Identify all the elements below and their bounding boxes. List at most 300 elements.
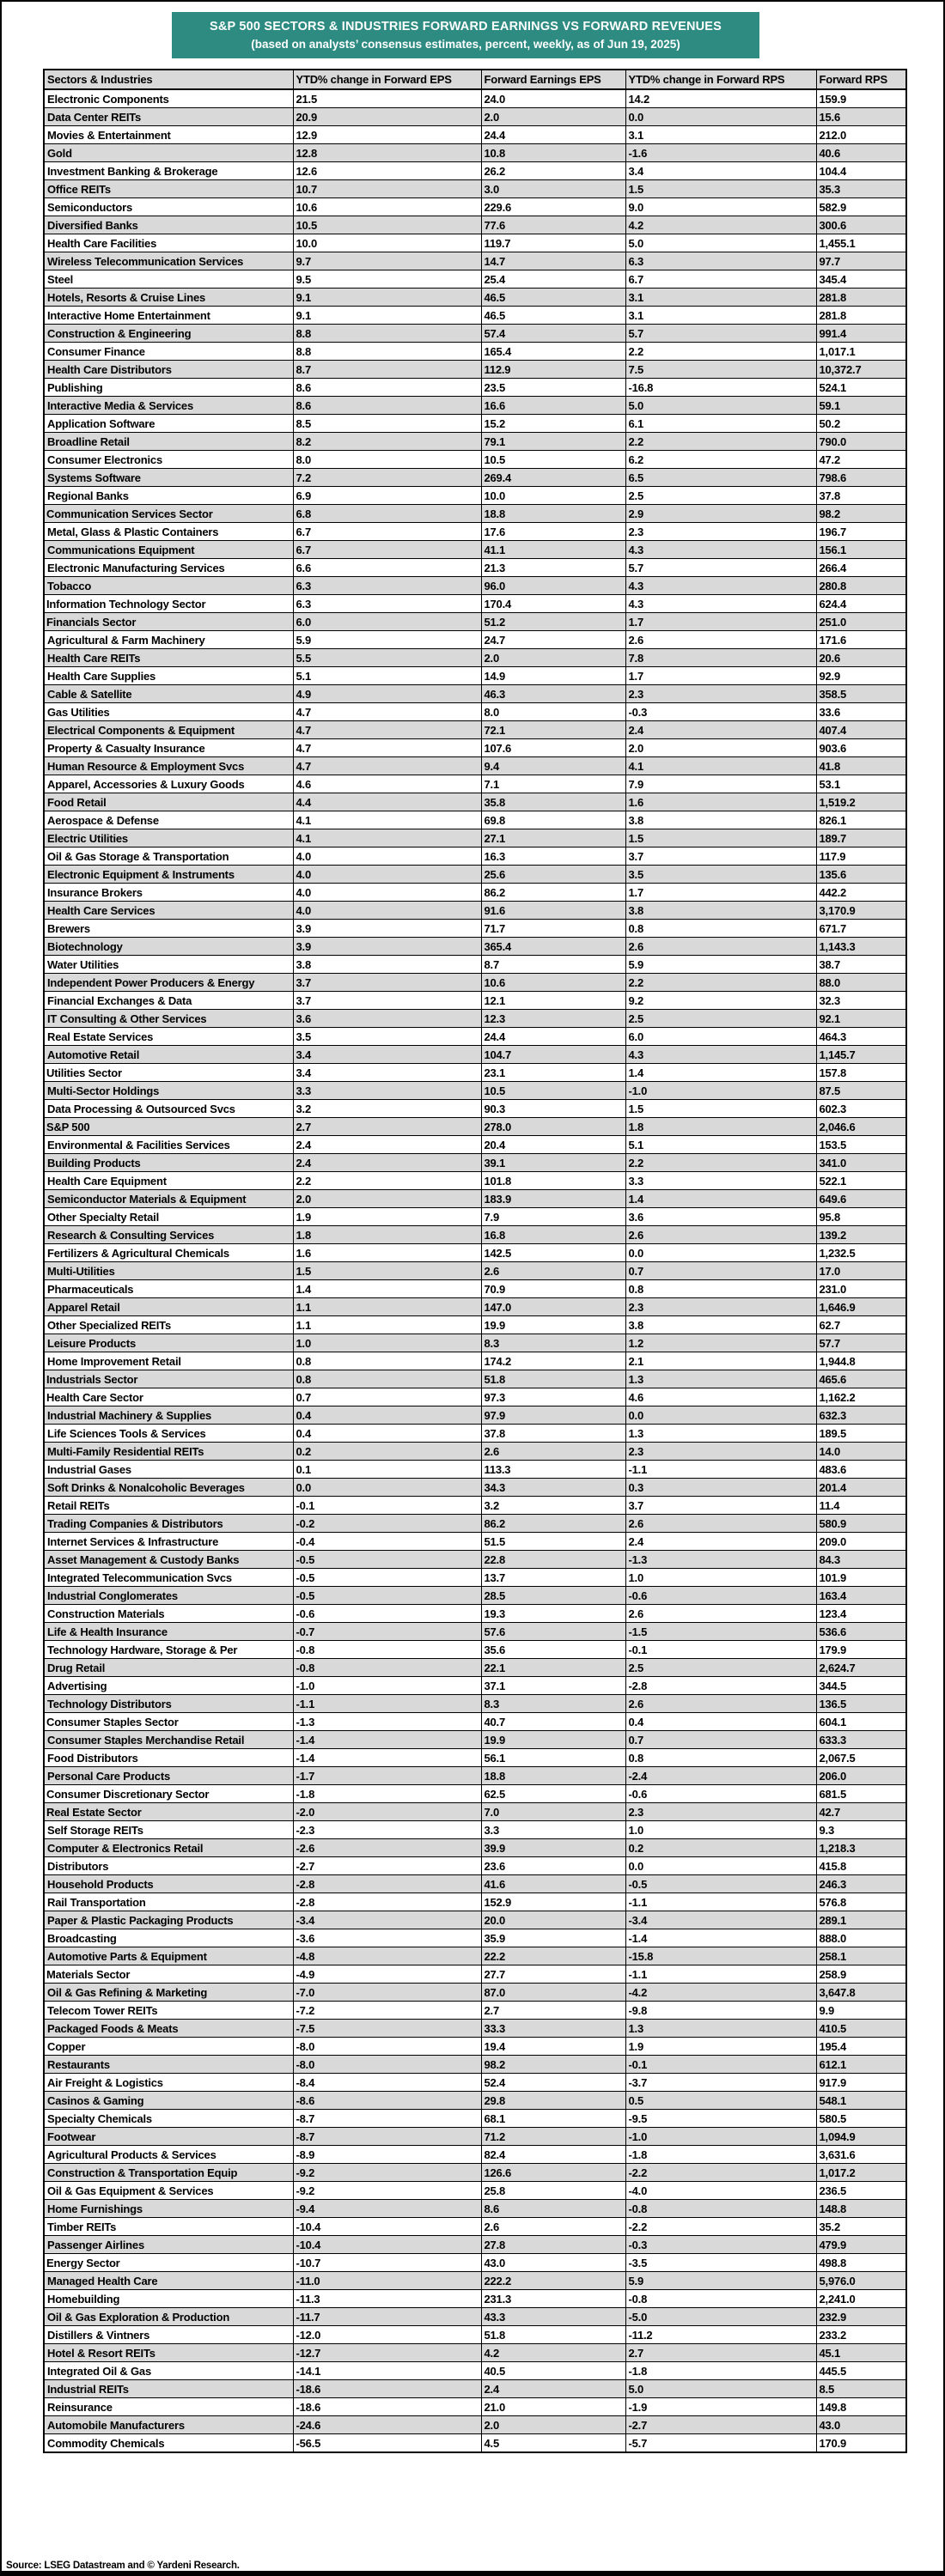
table-row bbox=[44, 2128, 906, 2146]
table-row bbox=[44, 1695, 906, 1713]
rps-ytd-cell: 5.0 bbox=[625, 234, 816, 252]
forward-eps-cell: 16.6 bbox=[481, 397, 625, 415]
eps-ytd-cell: 3.5 bbox=[293, 1028, 481, 1046]
rps-ytd-cell: -1.0 bbox=[625, 1082, 816, 1100]
rps-ytd-cell: 0.5 bbox=[625, 2092, 816, 2110]
forward-rps-cell: 179.9 bbox=[816, 1641, 906, 1659]
rps-ytd-cell: 2.5 bbox=[625, 1010, 816, 1028]
header-sectors-industries: Sectors & Industries bbox=[44, 70, 293, 89]
eps-ytd-cell: -12.7 bbox=[293, 2344, 481, 2362]
eps-ytd-cell: 4.0 bbox=[293, 902, 481, 920]
rps-ytd-cell: 4.3 bbox=[625, 541, 816, 559]
industry-name-cell: Apparel, Accessories & Luxury Goods bbox=[44, 775, 293, 793]
table-row bbox=[44, 1046, 906, 1064]
eps-ytd-cell: -8.6 bbox=[293, 2092, 481, 2110]
eps-ytd-cell: 5.1 bbox=[293, 667, 481, 685]
forward-rps-cell: 1,455.1 bbox=[816, 234, 906, 252]
table-row bbox=[44, 1028, 906, 1046]
forward-rps-cell: 189.7 bbox=[816, 829, 906, 848]
eps-ytd-cell: 1.4 bbox=[293, 1280, 481, 1298]
industry-name-cell: Data Processing & Outsourced Svcs bbox=[44, 1100, 293, 1118]
rps-ytd-cell: 7.5 bbox=[625, 361, 816, 379]
industry-name-cell: Life Sciences Tools & Services bbox=[44, 1425, 293, 1443]
industry-name-cell: Data Center REITs bbox=[44, 108, 293, 126]
eps-ytd-cell: 6.6 bbox=[293, 559, 481, 577]
forward-rps-cell: 281.8 bbox=[816, 307, 906, 325]
eps-ytd-cell: -10.4 bbox=[293, 2236, 481, 2254]
eps-ytd-cell: 9.5 bbox=[293, 270, 481, 289]
industry-name-cell: Water Utilities bbox=[44, 956, 293, 974]
industry-name-cell: Brewers bbox=[44, 920, 293, 938]
forward-eps-cell: 24.4 bbox=[481, 126, 625, 144]
table-row bbox=[44, 1172, 906, 1190]
forward-eps-cell: 27.1 bbox=[481, 829, 625, 848]
eps-ytd-cell: 0.4 bbox=[293, 1406, 481, 1425]
forward-rps-cell: 84.3 bbox=[816, 1551, 906, 1569]
table-row bbox=[44, 2092, 906, 2110]
forward-eps-cell: 24.4 bbox=[481, 1028, 625, 1046]
industry-name-cell: Industrial Conglomerates bbox=[44, 1587, 293, 1605]
forward-eps-cell: 365.4 bbox=[481, 938, 625, 956]
industry-name-cell: Application Software bbox=[44, 415, 293, 433]
forward-eps-cell: 17.6 bbox=[481, 523, 625, 541]
table-row bbox=[44, 1298, 906, 1316]
rps-ytd-cell: 0.7 bbox=[625, 1731, 816, 1749]
forward-rps-cell: 407.4 bbox=[816, 721, 906, 739]
table-row bbox=[44, 649, 906, 667]
forward-eps-cell: 34.3 bbox=[481, 1479, 625, 1497]
forward-eps-cell: 278.0 bbox=[481, 1118, 625, 1136]
rps-ytd-cell: -1.1 bbox=[625, 1893, 816, 1911]
table-row bbox=[44, 325, 906, 343]
rps-ytd-cell: -16.8 bbox=[625, 379, 816, 397]
industry-name-cell: Electronic Components bbox=[44, 89, 293, 108]
rps-ytd-cell: 1.4 bbox=[625, 1190, 816, 1208]
eps-ytd-cell: -8.4 bbox=[293, 2074, 481, 2092]
eps-ytd-cell: 7.2 bbox=[293, 469, 481, 487]
eps-ytd-cell: 3.6 bbox=[293, 1010, 481, 1028]
table-row bbox=[44, 1425, 906, 1443]
eps-ytd-cell: 21.5 bbox=[293, 89, 481, 108]
table-row bbox=[44, 1533, 906, 1551]
forward-rps-cell: 42.7 bbox=[816, 1803, 906, 1821]
forward-eps-cell: 98.2 bbox=[481, 2056, 625, 2074]
eps-ytd-cell: -0.5 bbox=[293, 1569, 481, 1587]
forward-eps-cell: 22.2 bbox=[481, 1947, 625, 1965]
forward-rps-cell: 1,218.3 bbox=[816, 1839, 906, 1857]
forward-rps-cell: 991.4 bbox=[816, 325, 906, 343]
industry-name-cell: Technology Hardware, Storage & Per bbox=[44, 1641, 293, 1659]
forward-rps-cell: 92.1 bbox=[816, 1010, 906, 1028]
eps-ytd-cell: 1.1 bbox=[293, 1316, 481, 1334]
forward-eps-cell: 3.3 bbox=[481, 1821, 625, 1839]
forward-eps-cell: 91.6 bbox=[481, 902, 625, 920]
forward-rps-cell: 289.1 bbox=[816, 1911, 906, 1929]
forward-eps-cell: 43.3 bbox=[481, 2308, 625, 2326]
eps-ytd-cell: 0.8 bbox=[293, 1352, 481, 1370]
sector-name-cell: Financials Sector bbox=[44, 613, 293, 631]
table-row bbox=[44, 2200, 906, 2218]
table-row bbox=[44, 1659, 906, 1677]
forward-rps-cell: 300.6 bbox=[816, 216, 906, 234]
industry-name-cell: Regional Banks bbox=[44, 487, 293, 505]
rps-ytd-cell: 2.2 bbox=[625, 1154, 816, 1172]
table-row bbox=[44, 144, 906, 162]
industry-name-cell: Oil & Gas Equipment & Services bbox=[44, 2182, 293, 2200]
eps-ytd-cell: -2.8 bbox=[293, 1893, 481, 1911]
forward-eps-cell: 23.5 bbox=[481, 379, 625, 397]
eps-ytd-cell: 3.8 bbox=[293, 956, 481, 974]
forward-rps-cell: 2,067.5 bbox=[816, 1749, 906, 1767]
forward-eps-cell: 222.2 bbox=[481, 2272, 625, 2290]
eps-ytd-cell: 10.7 bbox=[293, 180, 481, 198]
forward-eps-cell: 22.1 bbox=[481, 1659, 625, 1677]
rps-ytd-cell: -1.4 bbox=[625, 1929, 816, 1947]
industry-name-cell: Semiconductors bbox=[44, 198, 293, 216]
forward-eps-cell: 25.8 bbox=[481, 2182, 625, 2200]
rps-ytd-cell: 0.8 bbox=[625, 1280, 816, 1298]
table-row bbox=[44, 2164, 906, 2182]
forward-eps-cell: 2.0 bbox=[481, 649, 625, 667]
forward-eps-cell: 51.5 bbox=[481, 1533, 625, 1551]
forward-eps-cell: 90.3 bbox=[481, 1100, 625, 1118]
industry-name-cell: Interactive Media & Services bbox=[44, 397, 293, 415]
rps-ytd-cell: -3.5 bbox=[625, 2254, 816, 2272]
forward-rps-cell: 1,232.5 bbox=[816, 1244, 906, 1262]
rps-ytd-cell: -2.7 bbox=[625, 2416, 816, 2434]
rps-ytd-cell: 0.0 bbox=[625, 108, 816, 126]
forward-rps-cell: 195.4 bbox=[816, 2038, 906, 2056]
eps-ytd-cell: 1.5 bbox=[293, 1262, 481, 1280]
header-ytd-forward-rps: YTD% change in Forward RPS bbox=[625, 70, 816, 89]
table-row bbox=[44, 415, 906, 433]
forward-rps-cell: 258.9 bbox=[816, 1965, 906, 1984]
industry-name-cell: Insurance Brokers bbox=[44, 884, 293, 902]
forward-eps-cell: 19.9 bbox=[481, 1731, 625, 1749]
table-row bbox=[44, 685, 906, 703]
table-row bbox=[44, 1785, 906, 1803]
table-row bbox=[44, 1316, 906, 1334]
forward-eps-cell: 46.5 bbox=[481, 289, 625, 307]
rps-ytd-cell: 2.2 bbox=[625, 343, 816, 361]
forward-eps-cell: 86.2 bbox=[481, 1515, 625, 1533]
industry-name-cell: Research & Consulting Services bbox=[44, 1226, 293, 1244]
forward-eps-cell: 27.8 bbox=[481, 2236, 625, 2254]
rps-ytd-cell: -4.0 bbox=[625, 2182, 816, 2200]
forward-rps-cell: 8.5 bbox=[816, 2380, 906, 2398]
industry-name-cell: Footwear bbox=[44, 2128, 293, 2146]
table-row bbox=[44, 1082, 906, 1100]
industry-name-cell: Movies & Entertainment bbox=[44, 126, 293, 144]
industry-name-cell: Consumer Staples Merchandise Retail bbox=[44, 1731, 293, 1749]
table-row bbox=[44, 2344, 906, 2362]
industry-name-cell: Apparel Retail bbox=[44, 1298, 293, 1316]
industry-name-cell: Consumer Finance bbox=[44, 343, 293, 361]
table-row bbox=[44, 1406, 906, 1425]
forward-rps-cell: 671.7 bbox=[816, 920, 906, 938]
table-header-row bbox=[44, 70, 906, 89]
eps-ytd-cell: 8.8 bbox=[293, 343, 481, 361]
eps-ytd-cell: 2.7 bbox=[293, 1118, 481, 1136]
table-row bbox=[44, 2110, 906, 2128]
forward-rps-cell: 9.9 bbox=[816, 2002, 906, 2020]
table-row bbox=[44, 2146, 906, 2164]
forward-eps-cell: 28.5 bbox=[481, 1587, 625, 1605]
rps-ytd-cell: 5.9 bbox=[625, 2272, 816, 2290]
industry-name-cell: Specialty Chemicals bbox=[44, 2110, 293, 2128]
industry-name-cell: Publishing bbox=[44, 379, 293, 397]
rps-ytd-cell: 6.0 bbox=[625, 1028, 816, 1046]
industry-name-cell: Aerospace & Defense bbox=[44, 811, 293, 829]
eps-ytd-cell: 8.6 bbox=[293, 397, 481, 415]
forward-rps-cell: 602.3 bbox=[816, 1100, 906, 1118]
forward-rps-cell: 442.2 bbox=[816, 884, 906, 902]
table-row bbox=[44, 1443, 906, 1461]
rps-ytd-cell: 9.0 bbox=[625, 198, 816, 216]
rps-ytd-cell: 2.3 bbox=[625, 523, 816, 541]
forward-rps-cell: 53.1 bbox=[816, 775, 906, 793]
eps-ytd-cell: -18.6 bbox=[293, 2380, 481, 2398]
forward-rps-cell: 251.0 bbox=[816, 613, 906, 631]
rps-ytd-cell: -2.2 bbox=[625, 2218, 816, 2236]
forward-rps-cell: 280.8 bbox=[816, 577, 906, 595]
rps-ytd-cell: 6.2 bbox=[625, 451, 816, 469]
eps-ytd-cell: -2.3 bbox=[293, 1821, 481, 1839]
table-row bbox=[44, 180, 906, 198]
eps-ytd-cell: 3.4 bbox=[293, 1046, 481, 1064]
eps-ytd-cell: 5.5 bbox=[293, 649, 481, 667]
rps-ytd-cell: 4.3 bbox=[625, 595, 816, 613]
rps-ytd-cell: 1.7 bbox=[625, 667, 816, 685]
eps-ytd-cell: 0.7 bbox=[293, 1388, 481, 1406]
rps-ytd-cell: 1.7 bbox=[625, 884, 816, 902]
eps-ytd-cell: -0.2 bbox=[293, 1515, 481, 1533]
forward-eps-cell: 22.8 bbox=[481, 1551, 625, 1569]
table-row bbox=[44, 1280, 906, 1298]
forward-eps-cell: 19.9 bbox=[481, 1316, 625, 1334]
eps-ytd-cell: 3.7 bbox=[293, 974, 481, 992]
forward-eps-cell: 21.0 bbox=[481, 2398, 625, 2416]
table-row bbox=[44, 234, 906, 252]
eps-ytd-cell: 2.2 bbox=[293, 1172, 481, 1190]
rps-ytd-cell: 3.7 bbox=[625, 1497, 816, 1515]
rps-ytd-cell: 0.3 bbox=[625, 1479, 816, 1497]
forward-eps-cell: 33.3 bbox=[481, 2020, 625, 2038]
industry-name-cell: Industrial Machinery & Supplies bbox=[44, 1406, 293, 1425]
rps-ytd-cell: 2.3 bbox=[625, 1298, 816, 1316]
forward-rps-cell: 171.6 bbox=[816, 631, 906, 649]
table-row bbox=[44, 1010, 906, 1028]
table-row bbox=[44, 2074, 906, 2092]
industry-name-cell: Other Specialized REITs bbox=[44, 1316, 293, 1334]
table-row bbox=[44, 2362, 906, 2380]
forward-eps-cell: 13.7 bbox=[481, 1569, 625, 1587]
industry-name-cell: Building Products bbox=[44, 1154, 293, 1172]
forward-eps-cell: 41.6 bbox=[481, 1875, 625, 1893]
eps-ytd-cell: 4.7 bbox=[293, 703, 481, 721]
forward-eps-cell: 183.9 bbox=[481, 1190, 625, 1208]
forward-rps-cell: 1,143.3 bbox=[816, 938, 906, 956]
forward-eps-cell: 9.4 bbox=[481, 757, 625, 775]
table-body bbox=[44, 89, 906, 2452]
eps-ytd-cell: -7.0 bbox=[293, 1984, 481, 2002]
table-row bbox=[44, 829, 906, 848]
forward-rps-cell: 14.0 bbox=[816, 1443, 906, 1461]
forward-eps-cell: 20.4 bbox=[481, 1136, 625, 1154]
table-row bbox=[44, 902, 906, 920]
eps-ytd-cell: 0.1 bbox=[293, 1461, 481, 1479]
forward-eps-cell: 16.3 bbox=[481, 848, 625, 866]
forward-rps-cell: 35.3 bbox=[816, 180, 906, 198]
eps-ytd-cell: 5.9 bbox=[293, 631, 481, 649]
table-row bbox=[44, 811, 906, 829]
forward-eps-cell: 46.3 bbox=[481, 685, 625, 703]
industry-name-cell: Agricultural Products & Services bbox=[44, 2146, 293, 2164]
eps-ytd-cell: -2.8 bbox=[293, 1875, 481, 1893]
eps-ytd-cell: 4.1 bbox=[293, 829, 481, 848]
forward-rps-cell: 20.6 bbox=[816, 649, 906, 667]
eps-ytd-cell: 0.8 bbox=[293, 1370, 481, 1388]
forward-rps-cell: 358.5 bbox=[816, 685, 906, 703]
industry-name-cell: Industrial Gases bbox=[44, 1461, 293, 1479]
rps-ytd-cell: -1.1 bbox=[625, 1965, 816, 1984]
forward-rps-cell: 790.0 bbox=[816, 433, 906, 451]
rps-ytd-cell: 2.2 bbox=[625, 433, 816, 451]
header-forward-rps: Forward RPS bbox=[816, 70, 906, 89]
eps-ytd-cell: 4.1 bbox=[293, 811, 481, 829]
rps-ytd-cell: 2.6 bbox=[625, 938, 816, 956]
forward-eps-cell: 25.4 bbox=[481, 270, 625, 289]
eps-ytd-cell: 1.9 bbox=[293, 1208, 481, 1226]
rps-ytd-cell: 1.3 bbox=[625, 2020, 816, 2038]
forward-eps-cell: 35.9 bbox=[481, 1929, 625, 1947]
table-row bbox=[44, 1767, 906, 1785]
eps-ytd-cell: 10.5 bbox=[293, 216, 481, 234]
forward-eps-cell: 152.9 bbox=[481, 1893, 625, 1911]
forward-eps-cell: 71.2 bbox=[481, 2128, 625, 2146]
eps-ytd-cell: -11.3 bbox=[293, 2290, 481, 2308]
industry-name-cell: Health Care Services bbox=[44, 902, 293, 920]
forward-eps-cell: 35.6 bbox=[481, 1641, 625, 1659]
rps-ytd-cell: 0.8 bbox=[625, 920, 816, 938]
forward-eps-cell: 37.8 bbox=[481, 1425, 625, 1443]
forward-rps-cell: 232.9 bbox=[816, 2308, 906, 2326]
industry-name-cell: Systems Software bbox=[44, 469, 293, 487]
eps-ytd-cell: -3.6 bbox=[293, 1929, 481, 1947]
forward-rps-cell: 649.6 bbox=[816, 1190, 906, 1208]
forward-eps-cell: 56.1 bbox=[481, 1749, 625, 1767]
forward-rps-cell: 1,944.8 bbox=[816, 1352, 906, 1370]
eps-ytd-cell: 3.9 bbox=[293, 920, 481, 938]
table-row bbox=[44, 2002, 906, 2020]
eps-ytd-cell: -1.1 bbox=[293, 1695, 481, 1713]
forward-eps-cell: 51.8 bbox=[481, 1370, 625, 1388]
rps-ytd-cell: 2.1 bbox=[625, 1352, 816, 1370]
forward-eps-cell: 113.3 bbox=[481, 1461, 625, 1479]
eps-ytd-cell: -24.6 bbox=[293, 2416, 481, 2434]
forward-eps-cell: 10.5 bbox=[481, 451, 625, 469]
forward-rps-cell: 88.0 bbox=[816, 974, 906, 992]
table-row bbox=[44, 1875, 906, 1893]
forward-rps-cell: 57.7 bbox=[816, 1334, 906, 1352]
forward-rps-cell: 35.2 bbox=[816, 2218, 906, 2236]
eps-ytd-cell: -0.5 bbox=[293, 1551, 481, 1569]
industry-name-cell: Computer & Electronics Retail bbox=[44, 1839, 293, 1857]
rps-ytd-cell: -1.8 bbox=[625, 2362, 816, 2380]
forward-eps-cell: 8.0 bbox=[481, 703, 625, 721]
forward-eps-cell: 97.3 bbox=[481, 1388, 625, 1406]
forward-eps-cell: 19.3 bbox=[481, 1605, 625, 1623]
forward-rps-cell: 246.3 bbox=[816, 1875, 906, 1893]
table-row bbox=[44, 2020, 906, 2038]
industry-name-cell: Household Products bbox=[44, 1875, 293, 1893]
rps-ytd-cell: 1.3 bbox=[625, 1425, 816, 1443]
eps-ytd-cell: -1.3 bbox=[293, 1713, 481, 1731]
forward-eps-cell: 174.2 bbox=[481, 1352, 625, 1370]
industry-name-cell: Pharmaceuticals bbox=[44, 1280, 293, 1298]
eps-ytd-cell: 8.0 bbox=[293, 451, 481, 469]
rps-ytd-cell: 0.0 bbox=[625, 1857, 816, 1875]
table-row bbox=[44, 2038, 906, 2056]
eps-ytd-cell: -14.1 bbox=[293, 2362, 481, 2380]
forward-eps-cell: 2.6 bbox=[481, 2218, 625, 2236]
rps-ytd-cell: 2.6 bbox=[625, 1695, 816, 1713]
industry-name-cell: Consumer Electronics bbox=[44, 451, 293, 469]
eps-ytd-cell: -2.0 bbox=[293, 1803, 481, 1821]
table-row bbox=[44, 956, 906, 974]
forward-eps-cell: 86.2 bbox=[481, 884, 625, 902]
forward-rps-cell: 10,372.7 bbox=[816, 361, 906, 379]
eps-ytd-cell: -0.7 bbox=[293, 1623, 481, 1641]
forward-rps-cell: 157.8 bbox=[816, 1064, 906, 1082]
forward-eps-cell: 10.8 bbox=[481, 144, 625, 162]
eps-ytd-cell: 1.1 bbox=[293, 1298, 481, 1316]
table-row bbox=[44, 1497, 906, 1515]
table-row bbox=[44, 667, 906, 685]
eps-ytd-cell: -1.7 bbox=[293, 1767, 481, 1785]
eps-ytd-cell: -1.4 bbox=[293, 1749, 481, 1767]
industry-name-cell: Tobacco bbox=[44, 577, 293, 595]
table-row bbox=[44, 1334, 906, 1352]
eps-ytd-cell: -8.0 bbox=[293, 2038, 481, 2056]
table-row bbox=[44, 541, 906, 559]
eps-ytd-cell: 12.6 bbox=[293, 162, 481, 180]
eps-ytd-cell: 8.5 bbox=[293, 415, 481, 433]
forward-eps-cell: 23.1 bbox=[481, 1064, 625, 1082]
eps-ytd-cell: -3.4 bbox=[293, 1911, 481, 1929]
forward-eps-cell: 269.4 bbox=[481, 469, 625, 487]
rps-ytd-cell: 4.2 bbox=[625, 216, 816, 234]
forward-eps-cell: 8.3 bbox=[481, 1695, 625, 1713]
rps-ytd-cell: -0.6 bbox=[625, 1587, 816, 1605]
report-title: S&P 500 SECTORS & INDUSTRIES FORWARD EARNINGS VS FORWARD REVENUES bbox=[209, 20, 722, 33]
forward-eps-cell: 19.4 bbox=[481, 2038, 625, 2056]
rps-ytd-cell: 4.3 bbox=[625, 577, 816, 595]
eps-ytd-cell: -11.7 bbox=[293, 2308, 481, 2326]
eps-ytd-cell: -18.6 bbox=[293, 2398, 481, 2416]
table-row bbox=[44, 126, 906, 144]
table-row bbox=[44, 739, 906, 757]
table-row bbox=[44, 487, 906, 505]
forward-eps-cell: 87.0 bbox=[481, 1984, 625, 2002]
sector-name-cell: Real Estate Sector bbox=[44, 1803, 293, 1821]
table-row bbox=[44, 397, 906, 415]
rps-ytd-cell: -2.2 bbox=[625, 2164, 816, 2182]
industry-name-cell: Drug Retail bbox=[44, 1659, 293, 1677]
industry-name-cell: Internet Services & Infrastructure bbox=[44, 1533, 293, 1551]
table-row bbox=[44, 1244, 906, 1262]
table-row bbox=[44, 1911, 906, 1929]
